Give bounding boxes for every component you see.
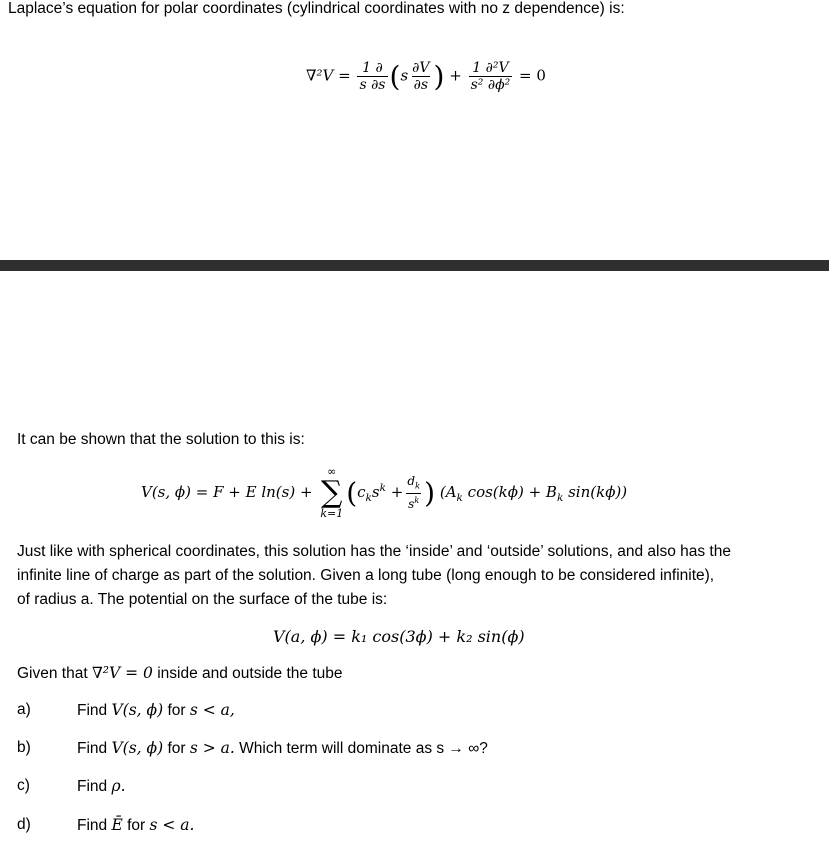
laplace-fraction-2 <box>410 60 431 93</box>
question-d-text: Find Ē for s < a. <box>77 816 195 834</box>
intro-text: Laplace’s equation for polar coordinates (cylindrical coordinates with no z dependence) is: <box>8 0 625 17</box>
laplace-f2-den: ∂s <box>413 77 429 93</box>
section-divider <box>0 260 829 271</box>
d-fraction <box>405 475 422 510</box>
laplace-f2-num: ∂V <box>412 60 430 76</box>
solution-plus: + <box>390 483 404 501</box>
paren-open: ( <box>389 60 401 93</box>
d-den: $s^k$ <box>408 494 420 511</box>
given-line <box>17 664 343 683</box>
question-a-label: a) <box>17 701 31 718</box>
question-d-label: d) <box>17 816 31 833</box>
question-b-text: Find V(s, ϕ) for s > a. Which term will dominate as s → ∞? <box>77 739 488 757</box>
laplace-f3-den: s² ∂ϕ² <box>470 77 511 93</box>
given-suffix: inside and outside the tube <box>152 665 343 682</box>
solution-equation <box>141 466 627 520</box>
laplace-plus: + <box>449 66 462 85</box>
paren-close: ) <box>433 60 445 93</box>
question-c-text: Find ρ. <box>77 777 126 795</box>
laplace-f1-num: 1 ∂ <box>362 60 383 76</box>
laplace-lhs: ∇²V = <box>306 66 351 85</box>
solution-tail: ($A_k$ $\cos(k\phi) + B_k$ sin(kϕ)) <box>439 483 628 504</box>
paragraph-line-2: infinite line of charge as part of the solution. Given a long tube (long enough to be considered infinite), <box>17 567 715 584</box>
paren-close-2: ) <box>424 476 436 510</box>
question-c-label: c) <box>17 777 30 794</box>
laplace-fraction-1 <box>357 60 387 93</box>
laplace-fraction-3 <box>469 60 513 93</box>
given-math: ∇²V = 0 <box>91 664 153 682</box>
laplace-s: s <box>400 66 409 85</box>
c-term: c <box>357 483 366 501</box>
given-prefix: Given that <box>17 665 92 682</box>
c-sub: k <box>365 492 372 504</box>
sum-upper-limit: ∞ <box>327 465 337 478</box>
laplace-rhs: = 0 <box>519 66 546 85</box>
s-term: s <box>371 483 380 501</box>
laplace-f3-num: 1 ∂²V <box>472 60 509 76</box>
solution-intro-text: It can be shown that the solution to this is: <box>17 431 305 448</box>
paragraph-line-1: Just like with spherical coordinates, this solution has the ‘inside’ and ‘outside’ solutions, and also has the <box>17 543 731 560</box>
boundary-equation: V(a, ϕ) = k₁ cos(3ϕ) + k₂ sin(ϕ) <box>273 627 525 646</box>
paragraph-line-3: of radius a. The potential on the surface of the tube is: <box>17 591 388 608</box>
question-a-text: Find V(s, ϕ) for s < a, <box>77 701 235 719</box>
solution-lhs: V(s, ϕ) = F + E ln(s) + <box>141 483 313 501</box>
summation-symbol <box>320 466 343 520</box>
laplace-equation <box>306 60 546 93</box>
sum-lower-limit: k=1 <box>320 507 344 520</box>
paren-open-2: ( <box>346 476 358 510</box>
question-b-label: b) <box>17 739 31 756</box>
laplace-f1-den: s ∂s <box>359 77 386 93</box>
d-num: $d_k$ <box>407 474 421 491</box>
sigma-icon: ∑ <box>321 475 343 510</box>
s-sup: k <box>379 482 386 494</box>
